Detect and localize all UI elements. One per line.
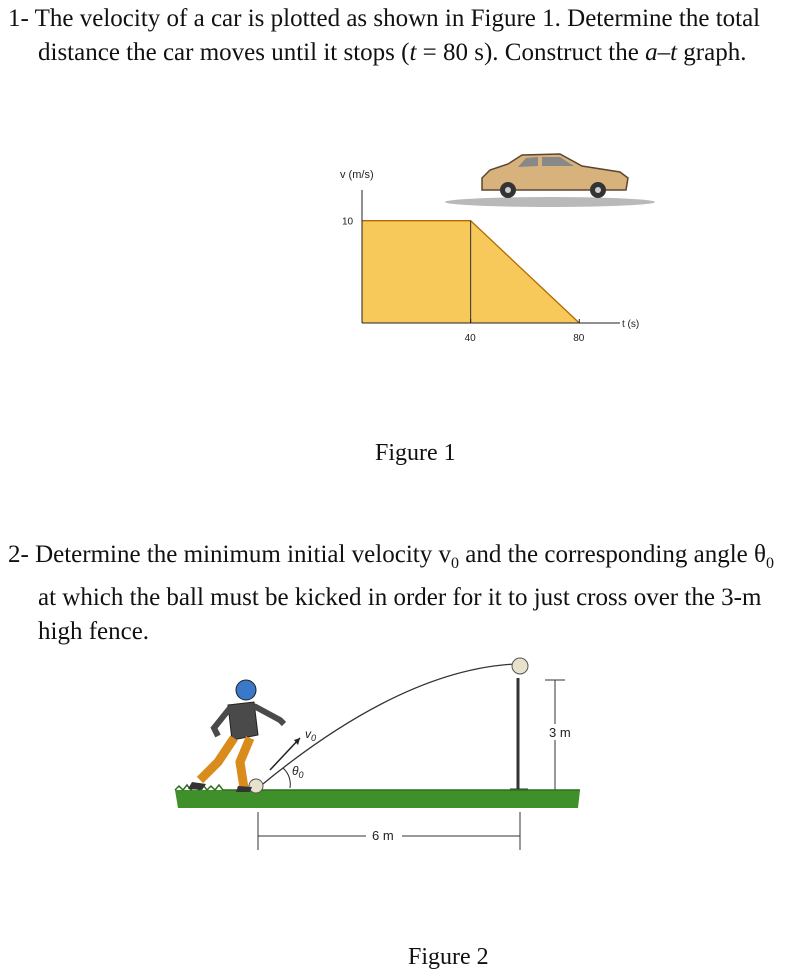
velocity-symbol: v bbox=[305, 727, 311, 741]
problem-1-text-c: = 80 s). Construct the bbox=[416, 39, 646, 66]
problem-1-text-d: graph. bbox=[677, 39, 747, 66]
car-hub-front bbox=[595, 187, 601, 193]
grass-ground bbox=[175, 790, 580, 808]
kicker-person bbox=[188, 680, 284, 792]
problem-1-text-a: 1- The velocity of a car is plotted as shown in Figure 1. Determine the total bbox=[8, 5, 761, 32]
problem-2-line-3: high fence. bbox=[38, 618, 150, 645]
person-arm-right bbox=[254, 706, 284, 724]
y-axis-label: v (m/s) bbox=[340, 169, 374, 181]
y-tick-10: 10 bbox=[342, 216, 354, 228]
height-label: 3 m bbox=[549, 725, 571, 740]
problem-1-a-var: a bbox=[645, 39, 658, 66]
figure-2-caption: Figure 2 bbox=[408, 944, 489, 970]
person-arm-left bbox=[214, 708, 230, 736]
x-axis-label: t (s) bbox=[622, 319, 640, 330]
velocity-chart bbox=[342, 190, 639, 344]
person-leg-front bbox=[240, 738, 250, 788]
problem-2-line-2: at which the ball must be kicked in order for it to just cross over the 3-m bbox=[38, 584, 762, 611]
problem-1-line-2 bbox=[8, 36, 800, 70]
car-illustration bbox=[445, 154, 655, 207]
ball-kicked bbox=[249, 779, 263, 793]
problem-2-text-b: and the corresponding angle θ bbox=[458, 541, 766, 568]
person-shoe-back bbox=[188, 782, 206, 790]
angle-subscript: 0 bbox=[298, 770, 304, 780]
x-tick-80: 80 bbox=[573, 333, 585, 344]
problem-1-line-1 bbox=[8, 2, 800, 36]
problem-1-text bbox=[8, 2, 800, 70]
road-shadow bbox=[445, 197, 655, 207]
ball-top bbox=[512, 658, 528, 674]
figure-2 bbox=[170, 650, 590, 860]
angle-label bbox=[292, 764, 304, 780]
person-leg-back bbox=[200, 738, 234, 780]
angle-arc bbox=[283, 768, 290, 788]
problem-2-sub-a: 0 bbox=[450, 555, 459, 572]
person-shoe-front bbox=[236, 786, 252, 792]
problem-1-text-b: distance the car moves until it stops ( bbox=[38, 39, 410, 66]
figure-1-caption: Figure 1 bbox=[375, 440, 456, 466]
problem-1-t-var-2: t bbox=[670, 39, 678, 66]
problem-2-sub-b: 0 bbox=[766, 555, 774, 572]
x-tick-40: 40 bbox=[464, 333, 476, 344]
car-hub-rear bbox=[505, 187, 511, 193]
person-head bbox=[236, 680, 256, 700]
figure-1 bbox=[320, 140, 660, 360]
angle-symbol: θ bbox=[292, 764, 299, 778]
problem-2-line-1 bbox=[8, 538, 800, 581]
velocity-subscript: 0 bbox=[311, 733, 317, 743]
distance-label: 6 m bbox=[372, 828, 394, 843]
velocity-label bbox=[305, 727, 316, 743]
problem-2-text bbox=[8, 538, 800, 649]
problem-2-text-a: 2- Determine the minimum initial velocity v bbox=[8, 541, 451, 568]
problem-1-dash: – bbox=[657, 39, 671, 66]
problem-1-t-var: t bbox=[409, 39, 417, 66]
